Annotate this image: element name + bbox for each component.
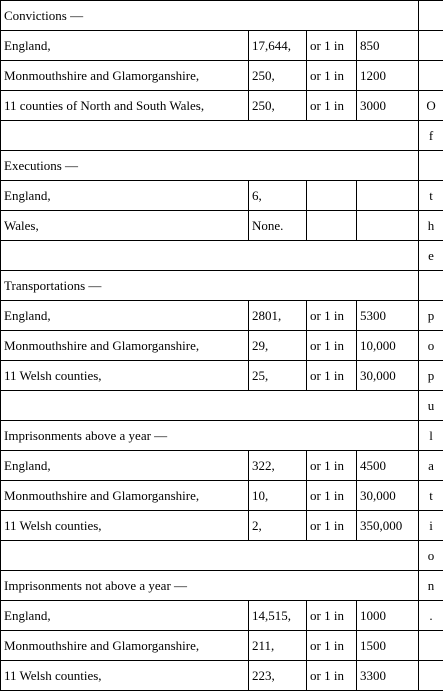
side-letter-cell xyxy=(419,151,443,181)
place-cell: 11 Welsh counties, xyxy=(1,511,249,541)
section-heading-row xyxy=(1,1,443,31)
place-cell: Monmouthshire and Glamorganshire, xyxy=(1,481,249,511)
value-cell: 1000 xyxy=(357,601,419,631)
count-cell: 17,644, xyxy=(249,31,307,61)
count-cell: 14,515, xyxy=(249,601,307,631)
ratio-cell: or 1 in xyxy=(307,451,357,481)
count-cell: 211, xyxy=(249,631,307,661)
side-letter-cell: h xyxy=(419,211,443,241)
count-cell: 6, xyxy=(249,181,307,211)
section-heading: Executions — xyxy=(1,151,419,181)
side-letter-cell: l xyxy=(419,421,443,451)
table-row xyxy=(1,481,443,511)
ratio-cell: or 1 in xyxy=(307,361,357,391)
side-letter-cell: p xyxy=(419,361,443,391)
side-letter-cell: o xyxy=(419,331,443,361)
side-letter-cell xyxy=(419,631,443,661)
table-body xyxy=(1,1,443,691)
side-letter-cell: a xyxy=(419,451,443,481)
value-cell: 4500 xyxy=(357,451,419,481)
ratio-cell: or 1 in xyxy=(307,601,357,631)
section-heading-row xyxy=(1,151,443,181)
table-row xyxy=(1,361,443,391)
section-heading: Convictions — xyxy=(1,1,419,31)
table-row xyxy=(1,451,443,481)
table-row xyxy=(1,211,443,241)
table-row xyxy=(1,661,443,691)
side-letter-cell xyxy=(419,61,443,91)
side-letter-cell xyxy=(419,271,443,301)
ratio-cell: or 1 in xyxy=(307,301,357,331)
place-cell: Monmouthshire and Glamorganshire, xyxy=(1,61,249,91)
value-cell: 1200 xyxy=(357,61,419,91)
ratio-cell: or 1 in xyxy=(307,631,357,661)
value-cell xyxy=(357,181,419,211)
table-row xyxy=(1,601,443,631)
value-cell: 350,000 xyxy=(357,511,419,541)
section-heading-row xyxy=(1,571,443,601)
blank-cell xyxy=(1,241,419,271)
count-cell: 250, xyxy=(249,61,307,91)
side-letter-cell: e xyxy=(419,241,443,271)
place-cell: 11 Welsh counties, xyxy=(1,361,249,391)
table-row xyxy=(1,511,443,541)
side-letter-cell: f xyxy=(419,121,443,151)
blank-cell xyxy=(1,541,419,571)
section-heading: Transportations — xyxy=(1,271,419,301)
blank-cell xyxy=(1,391,419,421)
section-heading: Imprisonments above a year — xyxy=(1,421,419,451)
ratio-cell xyxy=(307,211,357,241)
blank-row xyxy=(1,541,443,571)
table-row xyxy=(1,61,443,91)
place-cell: 11 counties of North and South Wales, xyxy=(1,91,249,121)
count-cell: 10, xyxy=(249,481,307,511)
section-heading-row xyxy=(1,271,443,301)
side-letter-cell: u xyxy=(419,391,443,421)
ratio-cell: or 1 in xyxy=(307,481,357,511)
value-cell: 30,000 xyxy=(357,481,419,511)
count-cell: 322, xyxy=(249,451,307,481)
place-cell: Monmouthshire and Glamorganshire, xyxy=(1,331,249,361)
table-row xyxy=(1,91,443,121)
side-letter-cell xyxy=(419,1,443,31)
place-cell: Wales, xyxy=(1,211,249,241)
table-row xyxy=(1,181,443,211)
place-cell: England, xyxy=(1,31,249,61)
ratio-cell: or 1 in xyxy=(307,511,357,541)
side-letter-cell: O xyxy=(419,91,443,121)
side-letter-cell: t xyxy=(419,181,443,211)
value-cell: 10,000 xyxy=(357,331,419,361)
count-cell: 2, xyxy=(249,511,307,541)
table-row xyxy=(1,631,443,661)
count-cell: 223, xyxy=(249,661,307,691)
ratio-cell: or 1 in xyxy=(307,91,357,121)
table-row xyxy=(1,31,443,61)
ratio-cell: or 1 in xyxy=(307,61,357,91)
count-cell: 250, xyxy=(249,91,307,121)
ratio-cell xyxy=(307,181,357,211)
side-letter-cell: t xyxy=(419,481,443,511)
side-letter-cell xyxy=(419,661,443,691)
value-cell: 850 xyxy=(357,31,419,61)
side-letter-cell: . xyxy=(419,601,443,631)
count-cell: 25, xyxy=(249,361,307,391)
ratio-cell: or 1 in xyxy=(307,331,357,361)
value-cell: 3000 xyxy=(357,91,419,121)
table-row xyxy=(1,331,443,361)
side-letter-cell: p xyxy=(419,301,443,331)
place-cell: England, xyxy=(1,301,249,331)
value-cell xyxy=(357,211,419,241)
blank-row xyxy=(1,391,443,421)
side-letter-cell: o xyxy=(419,541,443,571)
section-heading: Imprisonments not above a year — xyxy=(1,571,419,601)
value-cell: 1500 xyxy=(357,631,419,661)
count-cell: None. xyxy=(249,211,307,241)
place-cell: England, xyxy=(1,181,249,211)
value-cell: 3300 xyxy=(357,661,419,691)
place-cell: 11 Welsh counties, xyxy=(1,661,249,691)
table-row xyxy=(1,301,443,331)
blank-cell xyxy=(1,121,419,151)
value-cell: 5300 xyxy=(357,301,419,331)
count-cell: 2801, xyxy=(249,301,307,331)
section-heading-row xyxy=(1,421,443,451)
place-cell: England, xyxy=(1,601,249,631)
side-letter-cell xyxy=(419,31,443,61)
value-cell: 30,000 xyxy=(357,361,419,391)
side-letter-cell: i xyxy=(419,511,443,541)
place-cell: England, xyxy=(1,451,249,481)
ratio-cell: or 1 in xyxy=(307,31,357,61)
ratio-cell: or 1 in xyxy=(307,661,357,691)
blank-row xyxy=(1,121,443,151)
side-letter-cell: n xyxy=(419,571,443,601)
place-cell: Monmouthshire and Glamorganshire, xyxy=(1,631,249,661)
blank-row xyxy=(1,241,443,271)
count-cell: 29, xyxy=(249,331,307,361)
